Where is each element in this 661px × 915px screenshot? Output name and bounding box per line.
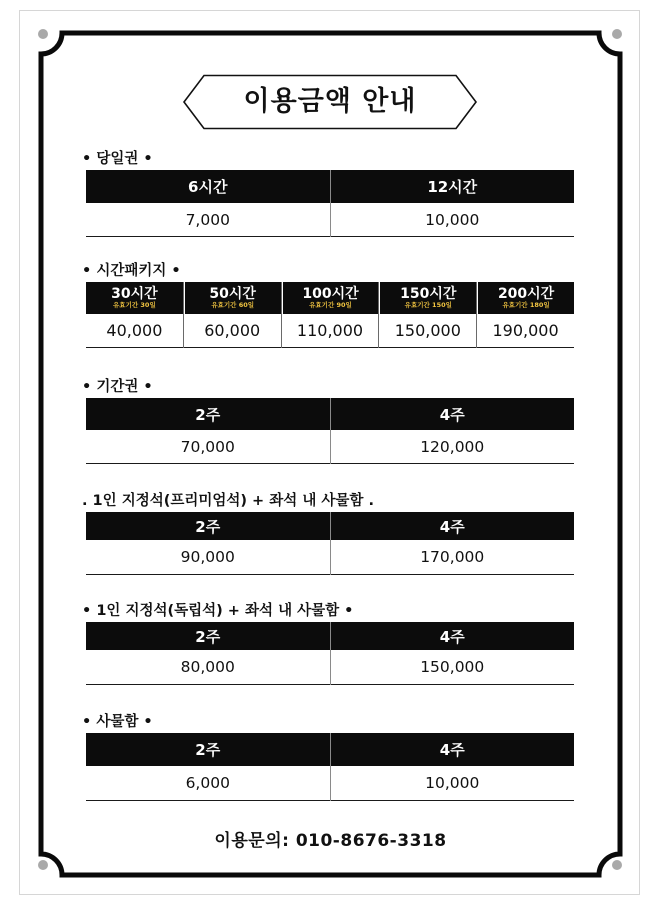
section-title-locker: • 사물함 • [82,714,153,730]
section-title-period-pass: • 기간권 • [82,379,153,395]
price-cell: 170,000 [331,540,575,575]
table-column [86,170,330,237]
contact-info: 이용문의: 010-8676-3318 [214,831,447,851]
table-column [330,733,575,801]
table-column [86,512,330,575]
package-hours: 100시간 [302,285,359,302]
table-header [477,282,574,314]
price-cell: 6,000 [86,766,330,801]
section-title-premium-seat: . 1인 지정석(프리미엄석) + 좌석 내 사물함 . [82,493,374,509]
table-column [378,282,476,348]
corner-pin-icon [612,29,622,39]
package-validity: 유효기간 90일 [309,301,352,310]
package-hours: 150시간 [400,285,457,302]
price-cell: 10,000 [331,203,575,237]
table-column [86,398,330,464]
price-cell: 110,000 [282,314,379,348]
table-header: 4주 [331,512,575,540]
table-header: 4주 [331,622,575,650]
table-header [282,282,379,314]
package-hours: 50시간 [209,285,256,302]
table-period-pass [86,398,574,464]
package-validity: 유효기간 150일 [404,301,452,310]
corner-pin-icon [38,29,48,39]
section-title-time-package: • 시간패키지 • [82,263,181,279]
table-column [86,733,330,801]
package-validity: 유효기간 180일 [502,301,550,310]
table-column [330,170,575,237]
table-header: 2주 [86,622,330,650]
package-validity: 유효기간 60일 [211,301,255,310]
package-hours: 200시간 [497,285,555,302]
table-column [183,282,281,348]
table-locker [86,733,574,801]
table-time-package [86,282,574,348]
corner-pin-icon [612,860,622,870]
table-header: 12시간 [331,170,575,203]
section-title-day-pass: • 당일권 • [82,151,153,167]
table-header: 2주 [86,512,330,540]
table-header: 4주 [331,398,575,430]
price-cell: 60,000 [184,314,281,348]
table-column [330,622,575,685]
price-cell: 10,000 [331,766,575,801]
corner-pin-icon [38,860,48,870]
table-column [476,282,574,348]
table-day-pass [86,170,574,237]
table-column [281,282,379,348]
table-column [86,282,183,348]
section-title-private-seat: • 1인 지정석(독립석) + 좌석 내 사물함 • [82,603,354,619]
price-cell: 190,000 [477,314,574,348]
table-header: 2주 [86,733,330,766]
price-cell: 70,000 [86,430,330,464]
title-banner [182,74,478,130]
table-column [330,398,575,464]
table-column [86,622,330,685]
price-cell: 150,000 [379,314,476,348]
table-header [379,282,476,314]
price-cell: 150,000 [331,650,575,685]
table-header: 6시간 [86,170,330,203]
table-column [330,512,575,575]
table-premium-seat [86,512,574,575]
table-private-seat [86,622,574,685]
table-header: 4주 [331,733,575,766]
table-header: 2주 [86,398,330,430]
package-validity: 유효기간 30일 [113,301,156,310]
price-cell: 80,000 [86,650,330,685]
price-cell: 40,000 [86,314,183,348]
price-cell: 90,000 [86,540,330,575]
package-hours: 30시간 [111,285,158,302]
table-header [184,282,281,314]
table-header [86,282,183,314]
page-title: 이용금액 안내 [243,86,417,117]
price-cell: 7,000 [86,203,330,237]
price-cell: 120,000 [331,430,575,464]
